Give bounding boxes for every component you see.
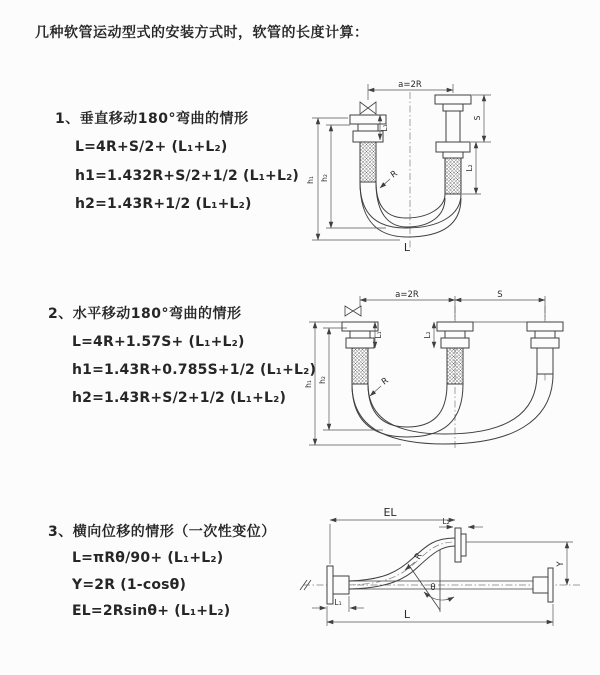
left-hose-fitting [342, 322, 378, 384]
section-1-formula-L: L=4R+S/2+ (L₁+L₂) [75, 139, 228, 155]
valve-icon [360, 102, 376, 114]
diagram-horizontal-180-bend [303, 290, 595, 458]
right-hose-fitting-moved [527, 322, 563, 374]
dim-label-el: EL [383, 506, 397, 519]
section-3-heading: 3、横向位移的情形（一次性变位） [48, 524, 276, 540]
angle-label: θ [430, 583, 436, 593]
section-2-formula-h1: h1=1.43R+0.785S+1/2 (L₁+L₂) [72, 362, 317, 378]
dim-label-l2: L₂ [465, 164, 474, 172]
section-3-formula-Y: Y=2R (1-cosθ) [72, 577, 187, 593]
diagram-lateral-displacement [295, 500, 595, 650]
dim-label-l: L [403, 608, 411, 621]
radius-label: R [388, 168, 400, 181]
dim-label-s: S [497, 290, 503, 300]
upper-flange-displaced [455, 528, 466, 562]
dim-label-span: a=2R [398, 80, 422, 90]
dim-label-h1: h₁ [304, 380, 313, 388]
section-1-formula-h1: h1=1.432R+S/2+1/2 (L₁+L₂) [75, 168, 300, 184]
section-2-formula-h2: h2=1.43R+S/2+1/2 (L₁+L₂) [72, 390, 287, 406]
diagram-vertical-180-bend [300, 78, 512, 256]
section-3-formula-EL: EL=2Rsinθ+ (L₁+L₂) [72, 603, 231, 619]
section-2-heading: 2、水平移动180°弯曲的情形 [48, 306, 242, 322]
section-2-formula-L: L=4R+1.57S+ (L₁+L₂) [72, 334, 245, 350]
section-1-formula-h2: h2=1.43R+1/2 (L₁+L₂) [75, 196, 252, 212]
radius-callout [370, 376, 391, 396]
right-hose-fitting-positions [435, 95, 471, 194]
section-1-heading: 1、垂直移动180°弯曲的情形 [55, 111, 249, 127]
dim-label-l2: L₂ [423, 331, 432, 339]
dim-label-h2: h₂ [320, 174, 329, 182]
radius-callout [405, 551, 425, 570]
dim-label-l2: L₂ [442, 517, 450, 526]
page-title: 几种软管运动型式的安装方式时，软管的长度计算： [35, 25, 369, 41]
right-flange-original-position [533, 568, 553, 602]
dim-label-h1: h₁ [306, 176, 315, 184]
dim-label-l1: L₁ [380, 124, 389, 132]
dim-label-s: S [473, 115, 482, 121]
middle-hose-fitting [437, 322, 473, 384]
radius-label: R [379, 375, 391, 388]
dim-label-l1: L₁ [334, 598, 342, 607]
dim-label-span: a=2R [395, 290, 419, 300]
length-label: L [403, 241, 411, 254]
dim-span-and-stroke [360, 296, 545, 320]
dim-label-y: Y [556, 561, 566, 567]
valve-icon [345, 306, 361, 316]
radius-label: R [412, 551, 425, 562]
dim-label-h2: h₂ [318, 376, 327, 384]
dim-el [330, 520, 455, 564]
radius-callout [380, 169, 400, 188]
dim-label-l1: L₁ [374, 331, 383, 339]
section-3-formula-L: L=πRθ/90+ (L₁+L₂) [72, 550, 224, 566]
